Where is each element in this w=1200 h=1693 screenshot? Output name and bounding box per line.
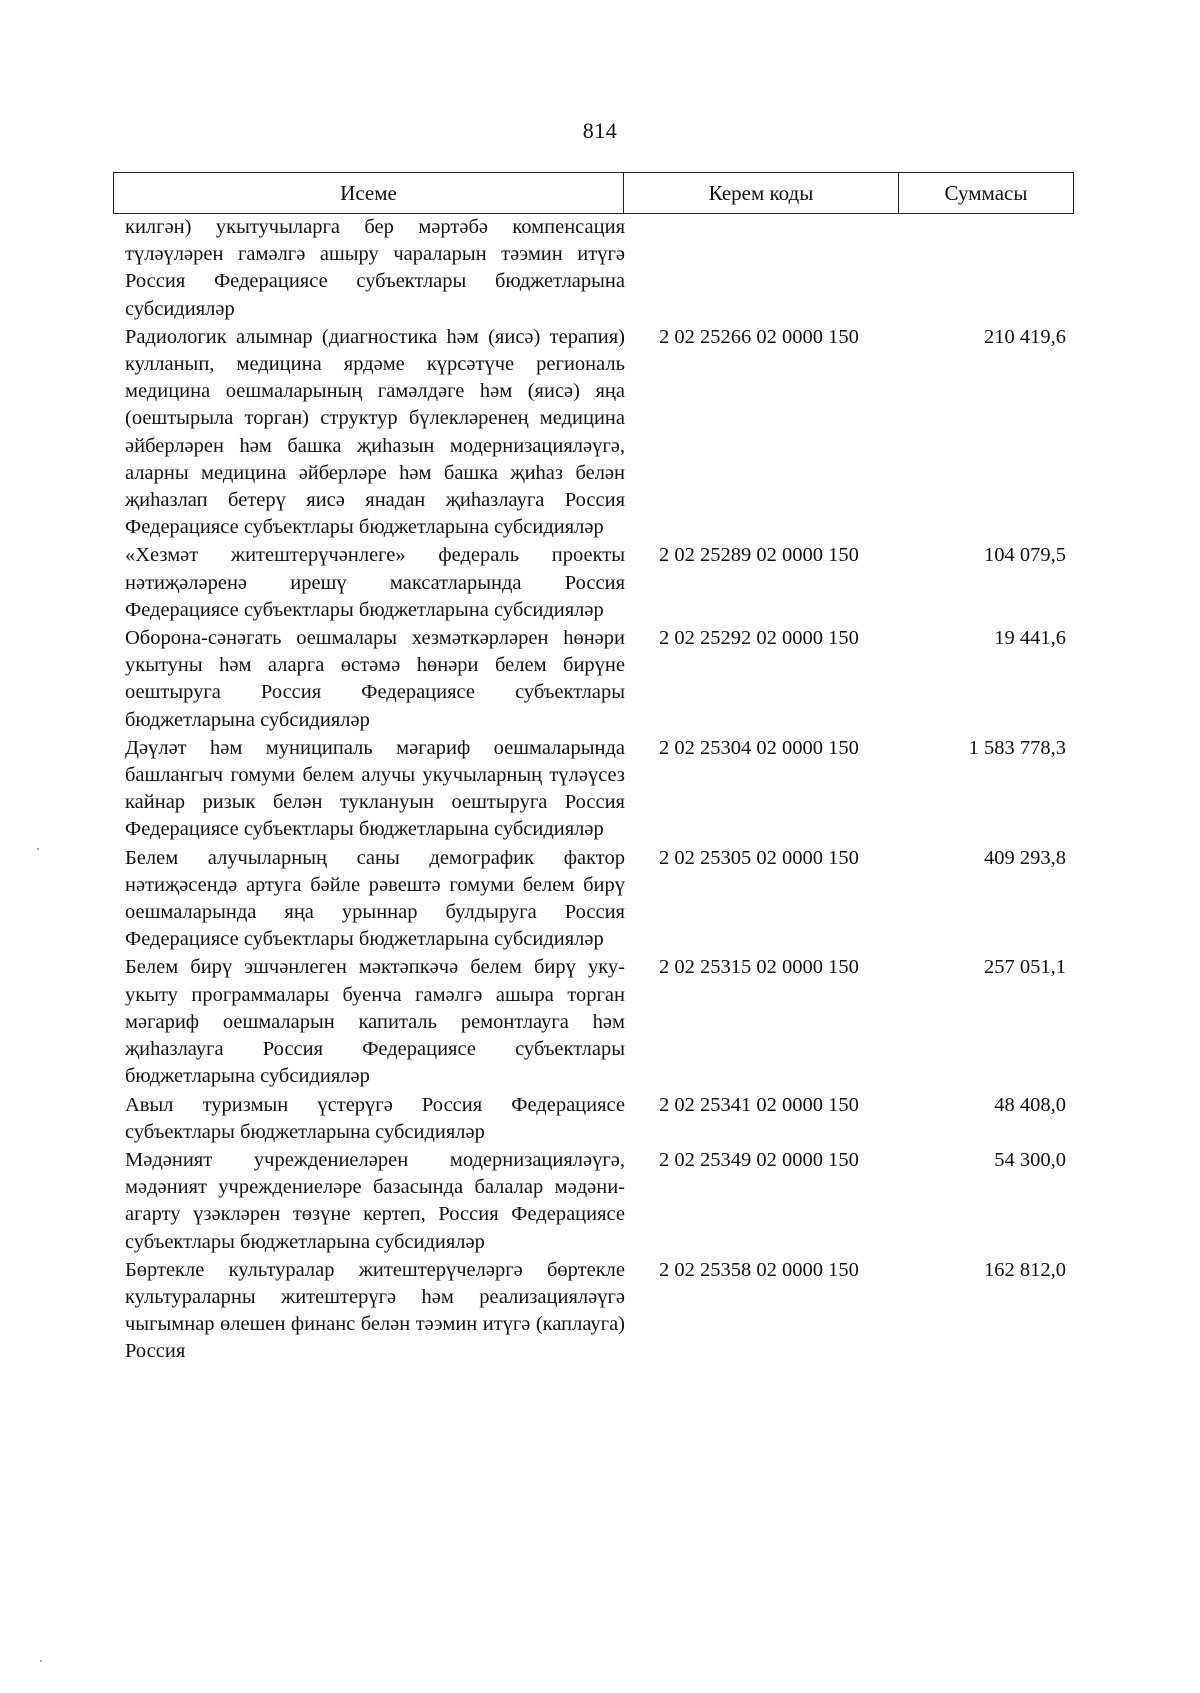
row-sum: 162 812,0 [984,1258,1066,1281]
row-name: Мәдәният учреждениеләрен модернизацияләүгә, мәдәният учреждениеләре базасында балалар мәдәни-агарту үзәкләрен төзүне кертеп, Россия Федерациясе субъектлары бюджетларына субсидияләр [125,1148,625,1253]
row-sum: 19 441,6 [994,627,1066,650]
row-sum [873,214,1074,323]
table-body [113,214,1074,1367]
table-row [113,1147,1074,1256]
row-code [625,214,873,323]
row-sum: 54 300,0 [994,1148,1066,1171]
row-sum: 409 293,8 [984,846,1066,869]
table-row [113,324,1074,542]
row-code: 2 02 25304 02 0000 150 [659,736,859,759]
table-row [113,954,1074,1090]
header-code: Керем коды [624,173,899,213]
row-name: Авыл туризмын үстерүгә Россия Федерациясе субъектлары бюджетларына субсидияләр [125,1093,625,1143]
table-row [113,542,1074,624]
row-code: 2 02 25315 02 0000 150 [659,956,859,979]
table-row [113,735,1074,844]
row-name: килгән) укытучыларга бер мәртәбә компенсация түләүләрен гамәлгә ашыру чараларын тәэмин итүгә Россия Федерациясе субъектлары бюджетларына субсидияләр [125,216,625,320]
row-name: Оборона-сәнәгать оешмалары хезмәткәрләрен һөнәри укытуны һәм аларга өстәмә һөнәри белем бирүне оештыруга Россия Федерациясе субъектлары бюджетларына субсидияләр [125,627,625,731]
row-code: 2 02 25289 02 0000 150 [659,544,859,567]
row-name: «Хезмәт житештерүчәнлеге» федераль проекты нәтиҗәләренә ирешү максатларында Россия Федерациясе субъектлары бюджетларына субсидияләр [125,544,625,621]
row-name: Радиологик алымнар (диагностика һәм (яисә) терапия) кулланып, медицина ярдәме күрсәтүче региональ медицина оешмаларының гамәлдәге һәм (яисә) яңа (оештырыла торган) структур бүлекләренең медицина әйберләрен һәм башка җиһазын модернизацияләүгә, аларны медицина әйберләре һәм башка җиһаз белән җиһазлап бетерү яисә янадан җиһазлауга Россия Федерациясе субъектлары бюджетларына субсидияләр [125,325,625,539]
row-code: 2 02 25349 02 0000 150 [659,1148,859,1171]
row-name: Дәүләт һәм муниципаль мәгариф оешмаларында башлангыч гомуми белем алучы укучыларның түләүсез кайнар ризык белән туклануын оештыруга Россия Федерациясе субъектлары бюджетларына субсидияләр [125,736,625,841]
header-sum: Суммасы [944,180,1028,205]
scan-speck [40,1660,42,1662]
row-sum: 1 583 778,3 [968,736,1066,759]
table-row [113,1092,1074,1146]
table-row [113,1257,1074,1366]
row-sum: 210 419,6 [984,325,1066,348]
header-name: Исеме [114,173,624,213]
table-header [113,172,1074,214]
table-row [113,214,1074,323]
row-name: Бөртекле культуралар житештерүчеләргә бөртекле культураларны житештерүгә һәм реализацияләүгә чыгымнар өлешен финанс белән тәэмин итүгә (каплауга) Россия [125,1258,625,1363]
table-row [113,845,1074,954]
row-code: 2 02 25358 02 0000 150 [659,1258,859,1281]
row-name: Белем бирү эшчәнлеген мәктәпкәчә белем бирү уку-укыту программалары буенча гамәлгә ашыра торган мәгариф оешмаларын капиталь ремонтлауга һәм җиһазлауга Россия Федерациясе субъектлары бюджетларына субсидияләр [125,956,625,1088]
row-code: 2 02 25292 02 0000 150 [659,627,859,650]
row-code: 2 02 25305 02 0000 150 [659,846,859,869]
row-sum: 104 079,5 [984,544,1066,567]
row-sum: 48 408,0 [994,1093,1066,1116]
row-name: Белем алучыларның саны демографик фактор нәтиҗәсендә артуга бәйле рәвештә гомуми белем бирү оешмаларында яңа урыннар булдыруга Россия Федерациясе субъектлары бюджетларына субсидияләр [125,846,625,951]
table-row [113,625,1074,734]
row-sum: 257 051,1 [984,956,1066,979]
row-code: 2 02 25341 02 0000 150 [659,1093,859,1116]
scan-speck [37,848,39,850]
row-code: 2 02 25266 02 0000 150 [659,325,859,348]
page-number: 814 [582,118,618,143]
